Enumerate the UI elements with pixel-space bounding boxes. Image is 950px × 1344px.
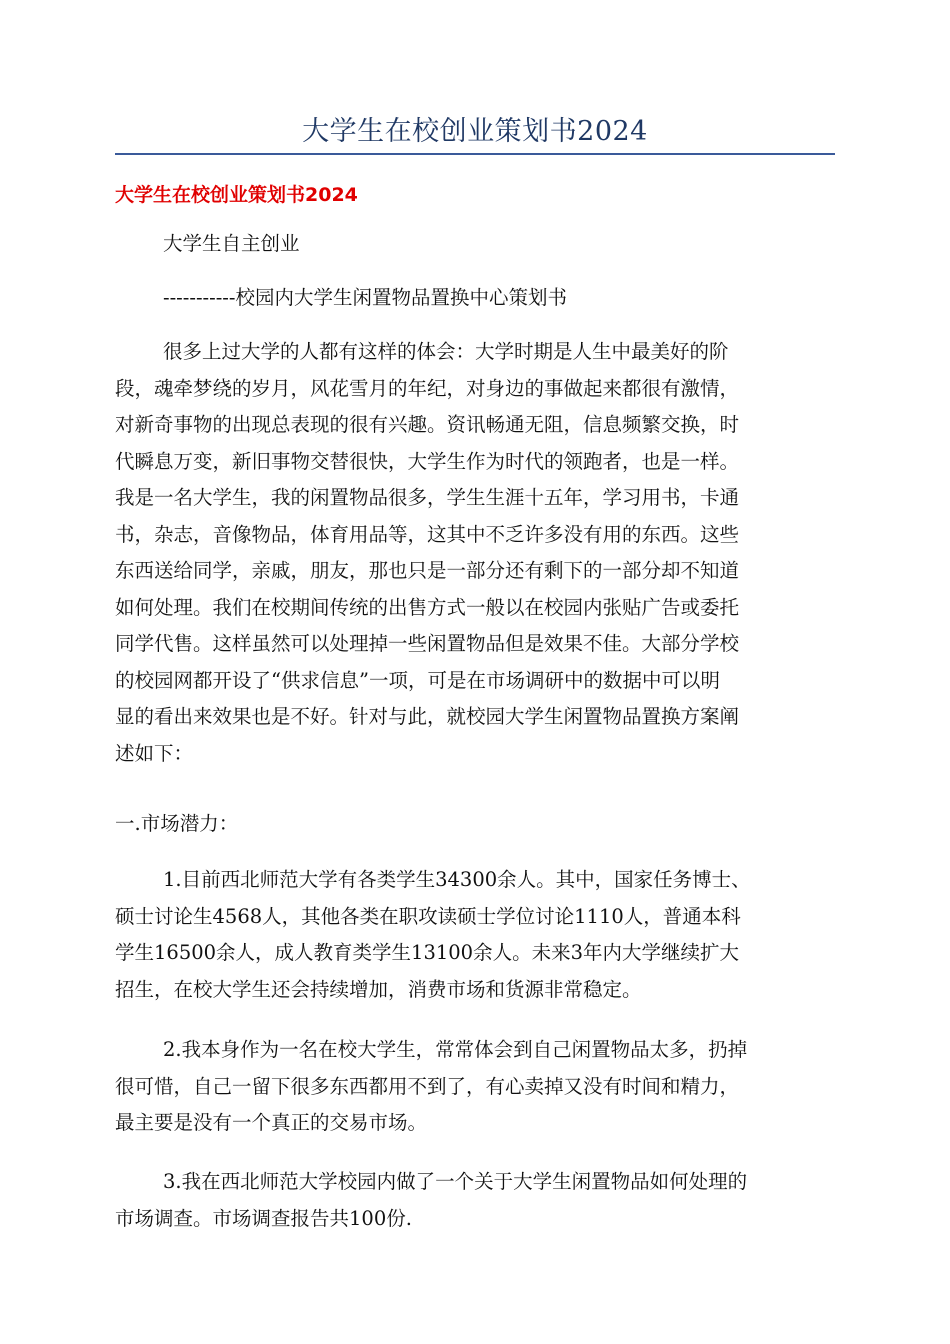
item-line: 2.我本身作为一名在校大学生，常常体会到自己闲置物品太多，扔掉 [163, 1038, 748, 1061]
item-line: 很可惜，自己一留下很多东西都用不到了，有心卖掉又没有时间和精力， [115, 1074, 740, 1098]
item-line: 招生，在校大学生还会持续增加，消费市场和货源非常稳定。 [115, 977, 642, 1001]
market-item-2 [115, 1032, 835, 1142]
market-item-1 [115, 862, 835, 1008]
intro-line: 述如下： [115, 741, 194, 765]
intro-line: 的校园网都开设了“供求信息”一项，可是在市场调研中的数据中可以明 [115, 668, 720, 692]
item-line: 硕士讨论生4568人，其他各类在职攻读硕士学位讨论1110人，普通本科 [115, 904, 741, 928]
item-line: 学生16500余人，成人教育类学生13100余人。未来3年内大学继续扩大 [115, 941, 739, 964]
intro-line: 如何处理。我们在校期间传统的出售方式一般以在校园内张贴广告或委托 [115, 595, 740, 619]
intro-line: 显的看出来效果也是不好。针对与此，就校园大学生闲置物品置换方案阐 [115, 705, 740, 728]
intro-line: 段，魂牵梦绕的岁月，风花雪月的年纪，对身边的事做起来都很有激情， [115, 376, 740, 400]
item-line: 最主要是没有一个真正的交易市场。 [115, 1111, 428, 1134]
item-line: 3.我在西北师范大学校园内做了一个关于大学生闲置物品如何处理的 [163, 1170, 748, 1193]
intro-paragraph [115, 334, 835, 772]
intro-line: 同学代售。这样虽然可以处理掉一些闲置物品但是效果不佳。大部分学校 [115, 632, 740, 655]
intro-line: 东西送给同学，亲戚，朋友，那也只是一部分还有剩下的一部分却不知道 [115, 559, 740, 582]
section-market-potential-title: 一.市场潜力： [115, 812, 239, 835]
intro-line: 代瞬息万变，新旧事物交替很快，大学生作为时代的领跑者，也是一样。 [115, 449, 740, 473]
market-item-3 [115, 1164, 835, 1237]
item-line: 1.目前西北师范大学有各类学生34300余人。其中，国家任务博士、 [163, 868, 751, 891]
intro-line: 我是一名大学生，我的闲置物品很多，学生生涯十五年，学习用书，卡通 [115, 486, 740, 509]
subtitle-self-startup: 大学生自主创业 [163, 232, 300, 255]
subtitle-exchange-center: -----------校园内大学生闲置物品置换中心策划书 [163, 286, 567, 309]
title-underline [115, 153, 835, 155]
intro-line: 很多上过大学的人都有这样的体会：大学时期是人生中最美好的阶 [163, 340, 729, 363]
red-heading: 大学生在校创业策划书2024 [115, 184, 358, 206]
intro-line: 书，杂志，音像物品，体育用品等，这其中不乏许多没有用的东西。这些 [115, 522, 740, 546]
item-line: 市场调查。市场调查报告共100份. [115, 1206, 412, 1230]
document-title: 大学生在校创业策划书2024 [302, 116, 648, 147]
intro-line: 对新奇事物的出现总表现的很有兴趣。资讯畅通无阻，信息频繁交换，时 [115, 413, 740, 436]
